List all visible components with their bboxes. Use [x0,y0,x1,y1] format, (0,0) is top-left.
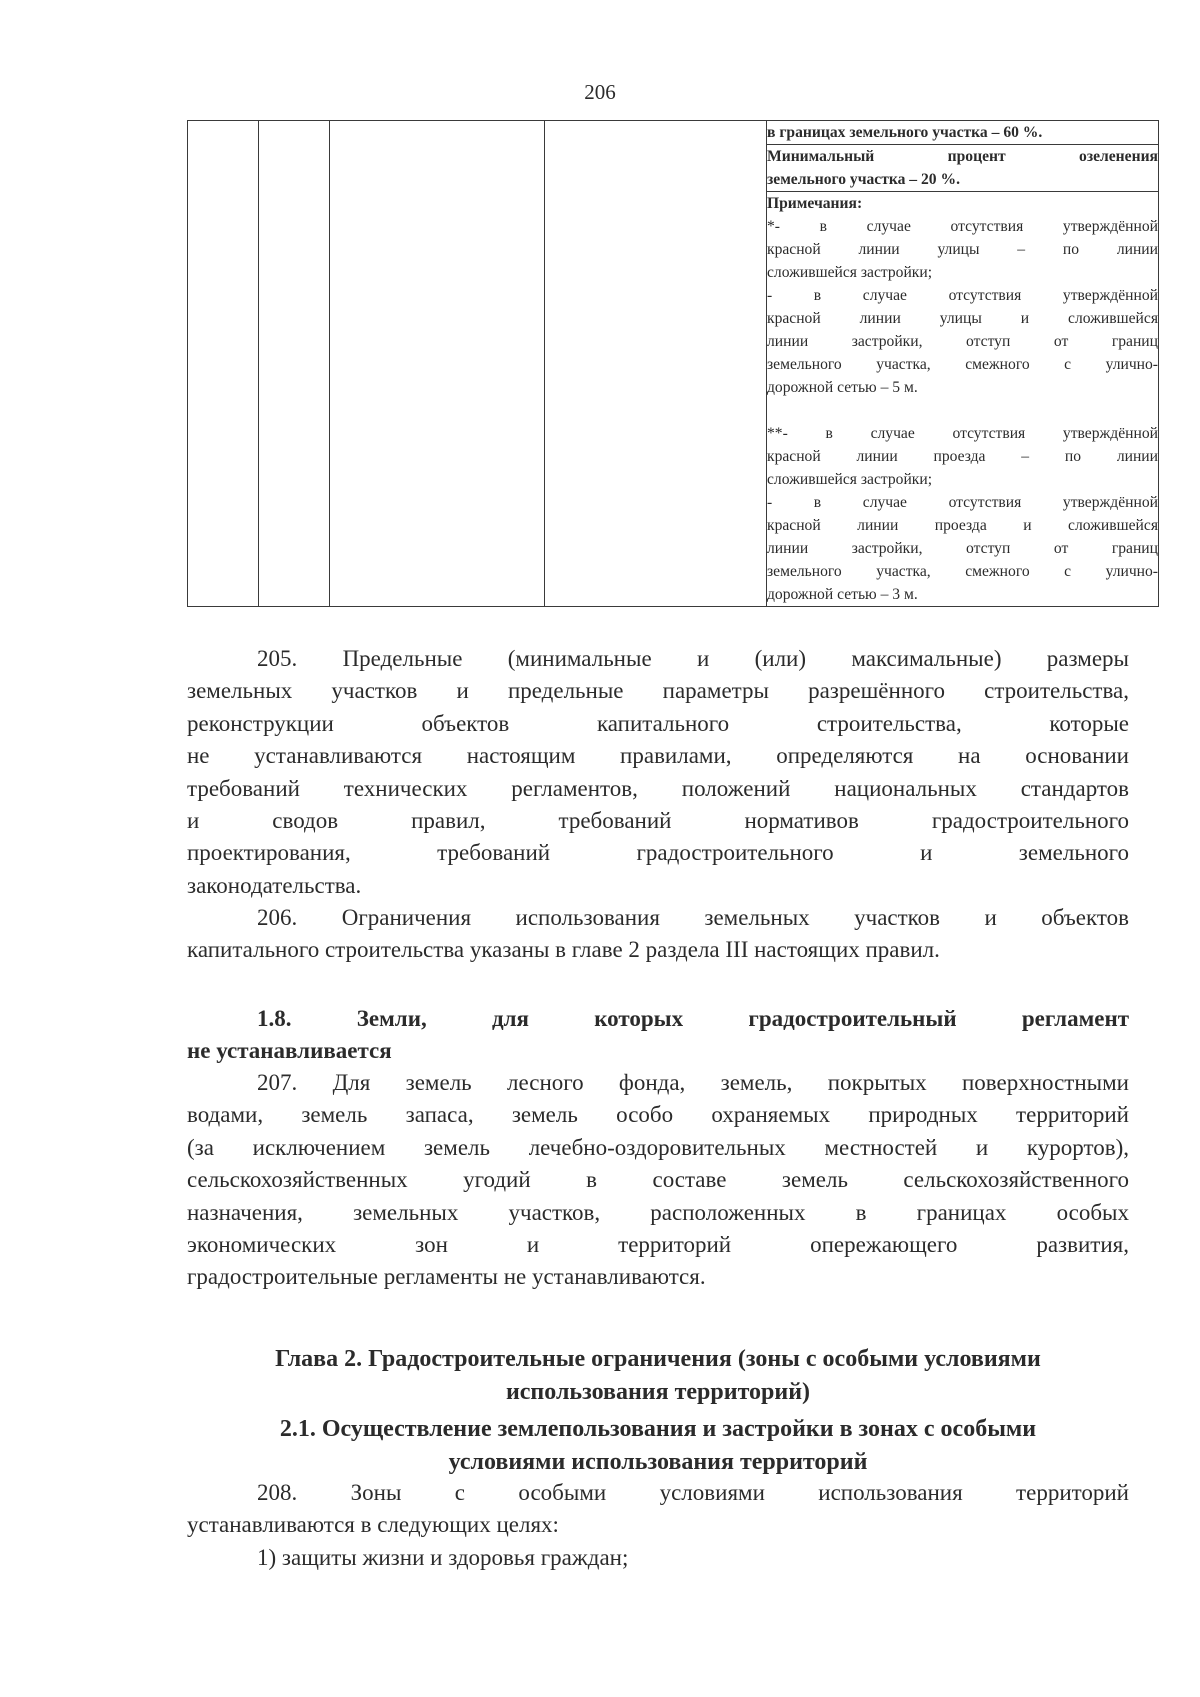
table-cell-notes [767,192,1159,607]
regulations-table [187,120,1159,607]
paragraph-line: проектирования, требований градостроительного и земельного [187,840,1129,866]
note-line: линии застройки, отступ от границ [767,333,1158,350]
note-line: земельного участка, смежного с улично- [767,356,1158,373]
paragraph-line: назначения, земельных участков, расположенных в границах особых [187,1199,1129,1225]
paragraph-205 [187,643,1129,902]
paragraph-line: земельных участков и предельные параметры разрешённого строительства, [187,678,1129,704]
note-line: *- в случае отсутствия утверждённой [767,218,1158,235]
greening-line-2: земельного участка – 20 %. [767,171,960,188]
note-line: земельного участка, смежного с улично- [767,563,1158,580]
table-cell-empty [259,121,330,607]
paragraph-line: и сводов правил, требований нормативов градостроительного [187,808,1129,834]
paragraph-line: сельскохозяйственных угодий в составе земель сельскохозяйственного [187,1167,1129,1193]
note-line: дорожной сетью – 3 м. [767,586,918,603]
chapter-2-title [187,1343,1129,1409]
paragraph-line: законодательства. [187,872,362,898]
heading-line: 1.8. Земли, для которых градостроительный регламент [257,1006,1129,1031]
paragraph-207 [187,1067,1129,1294]
paragraph-line: градостроительные регламенты не устанавливаются. [187,1264,706,1290]
note-line: дорожной сетью – 5 м. [767,379,918,396]
note-line: сложившейся застройки; [767,471,933,488]
note-line: красной линии улицы – по линии [767,241,1158,258]
table-cell-empty [545,121,767,607]
paragraph-line: экономических зон и территорий опережающего развития, [187,1232,1129,1258]
paragraph-line: капитального строительства указаны в главе 2 раздела III настоящих правил. [187,937,940,963]
note-line: **- в случае отсутствия утверждённой [767,425,1158,442]
notes-title: Примечания: [767,195,863,212]
note-line: линии застройки, отступ от границ [767,540,1158,557]
note-line: красной линии проезда – по линии [767,448,1158,465]
paragraph-line: (за исключением земель лечебно-оздоровительных местностей и курортов), [187,1134,1129,1160]
paragraph-line: 206. Ограничения использования земельных участков и объектов [257,905,1129,930]
note-line: - в случае отсутствия утверждённой [767,287,1158,304]
paragraph-line: 207. Для земель лесного фонда, земель, покрытых поверхностными [257,1070,1129,1095]
greening-line-1: Минимальный процент озеленения [767,148,1158,165]
paragraph-line: реконструкции объектов капитального строительства, которые [187,710,1129,736]
paragraph-line: 208. Зоны с особыми условиями использования территорий [257,1480,1129,1505]
paragraph-line: устанавливаются в следующих целях: [187,1512,559,1538]
paragraph-line: 205. Предельные (минимальные и (или) максимальные) размеры [257,646,1129,671]
note-spacer [767,399,1158,422]
list-item: 1) защиты жизни и здоровья граждан; [257,1544,629,1570]
paragraph-line: требований технических регламентов, положений национальных стандартов [187,775,1129,801]
note-line: красной линии улицы и сложившейся [767,310,1158,327]
note-line: сложившейся застройки; [767,264,933,281]
section-heading-1-8 [187,1003,1129,1068]
paragraph-line: водами, земель запаса, земель особо охраняемых природных территорий [187,1102,1129,1128]
table-cell-building-percent: в границах земельного участка – 60 %. [767,121,1159,145]
section-title-line: условиями использования территорий [448,1449,868,1475]
section-title-line: 2.1. Осуществление землепользования и застройки в зонах с особыми [279,1416,1037,1442]
page-number: 206 [584,80,616,104]
paragraph-208 [187,1477,1129,1574]
table-cell-empty [330,121,545,607]
note-line: - в случае отсутствия утверждённой [767,494,1158,511]
chapter-title-line: Глава 2. Градостроительные ограничения (зоны с особыми условиями [275,1346,1041,1372]
table-row [188,121,1159,145]
note-line: красной линии проезда и сложившейся [767,517,1158,534]
table-cell-greening-percent [767,145,1159,192]
paragraph-line: не устанавливаются настоящим правилами, определяются на основании [187,743,1129,769]
paragraph-206 [187,902,1129,967]
section-2-1-title [187,1413,1129,1479]
heading-line: не устанавливается [187,1038,392,1064]
chapter-title-line: использования территорий) [505,1379,811,1405]
table-cell-empty [188,121,259,607]
